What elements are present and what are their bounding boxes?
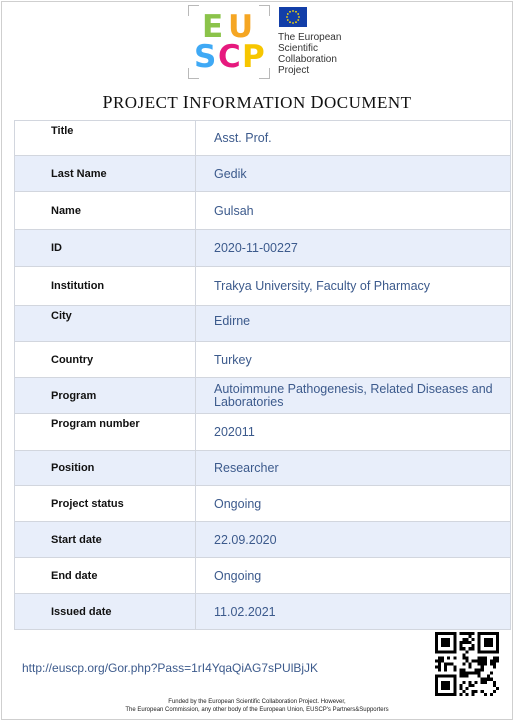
table-row	[15, 156, 511, 192]
row-label: Position	[15, 451, 196, 486]
row-label: Program	[15, 378, 196, 414]
document-page	[1, 1, 513, 720]
row-label: Last Name	[15, 156, 196, 192]
table-row	[15, 414, 511, 451]
table-row	[15, 267, 511, 306]
row-value: 202011	[196, 414, 511, 451]
row-value: Gedik	[196, 156, 511, 192]
euscp-logo	[188, 5, 348, 79]
logo-mark	[188, 5, 270, 79]
row-value: Autoimmune Pathogenesis, Related Diseases and Laboratories	[196, 378, 511, 414]
logo-letter-s: S	[194, 39, 217, 75]
logo-name-line: Collaboration	[278, 54, 337, 65]
row-label: ID	[15, 230, 196, 267]
logo-letter-e: E	[202, 9, 224, 45]
row-value: Ongoing	[196, 558, 511, 594]
row-label: Institution	[15, 267, 196, 306]
row-value: Edirne	[196, 306, 511, 342]
row-value: Turkey	[196, 342, 511, 378]
row-label: Country	[15, 342, 196, 378]
title-word: ROJECT	[112, 93, 179, 112]
row-label: Start date	[15, 522, 196, 558]
row-value: Gulsah	[196, 192, 511, 230]
verification-url[interactable]: http://euscp.org/Gor.php?Pass=1rI4YqaQiAG7sPUlBjJK	[22, 661, 319, 675]
table-row	[15, 306, 511, 342]
table-row	[15, 121, 511, 156]
title-word: NFORMATION	[189, 93, 306, 112]
title-initial: I	[182, 92, 190, 112]
logo-name-line: Project	[278, 65, 310, 76]
row-label: End date	[15, 558, 196, 594]
title-initial: D	[310, 92, 324, 112]
row-label: Name	[15, 192, 196, 230]
table-row	[15, 378, 511, 414]
logo-project-name	[278, 32, 358, 76]
logo-letter-p: P	[242, 39, 265, 75]
row-value: Asst. Prof.	[196, 121, 511, 156]
table-row	[15, 558, 511, 594]
row-label: Program number	[15, 414, 196, 451]
logo-name-line: Scientific	[278, 43, 319, 54]
logo-name-line: The European	[278, 32, 342, 43]
table-row	[15, 192, 511, 230]
row-label: Title	[15, 121, 196, 156]
row-value: 2020-11-00227	[196, 230, 511, 267]
table-row	[15, 451, 511, 486]
title-word: OCUMENT	[323, 93, 412, 112]
funding-footer	[2, 698, 512, 714]
row-value: 22.09.2020	[196, 522, 511, 558]
table-row	[15, 594, 511, 630]
project-info-table	[14, 120, 511, 630]
footer-line: The European Commission, any other body of the European Union, EUSCP's Partners&Supporters	[125, 707, 389, 713]
logo-letter-c: C	[218, 39, 241, 75]
row-value: 11.02.2021	[196, 594, 511, 630]
table-row	[15, 522, 511, 558]
title-initial: P	[102, 92, 113, 112]
footer-line: Funded by the European Scientific Collaboration Project. However,	[168, 699, 346, 705]
row-value: Ongoing	[196, 486, 511, 522]
row-label: City	[15, 306, 196, 342]
row-label: Project status	[15, 486, 196, 522]
eu-flag-icon	[279, 7, 307, 27]
table-row	[15, 230, 511, 267]
row-value: Researcher	[196, 451, 511, 486]
qr-code-icon	[435, 632, 499, 696]
row-value: Trakya University, Faculty of Pharmacy	[196, 267, 511, 306]
logo-letter-u: U	[228, 9, 254, 45]
row-label: Issued date	[15, 594, 196, 630]
document-title	[2, 92, 512, 113]
table-row	[15, 342, 511, 378]
table-row	[15, 486, 511, 522]
